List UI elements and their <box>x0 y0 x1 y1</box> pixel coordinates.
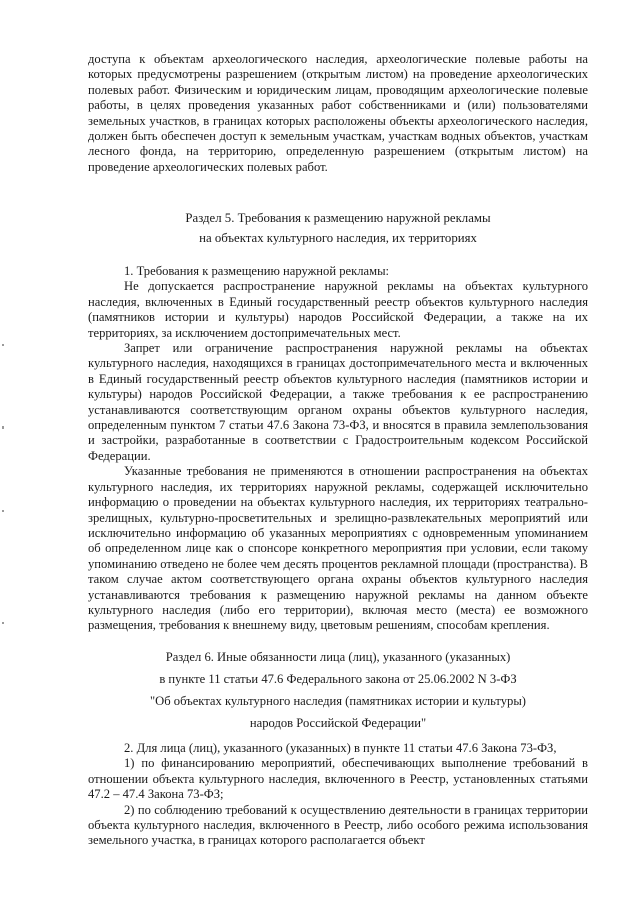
section-title-line: "Об объектах культурного наследия (памятниках истории и культуры) <box>150 694 526 708</box>
section-title-line: Раздел 5. Требования к размещению наружной рекламы <box>185 211 491 225</box>
body-paragraph: Запрет или ограничение распространения наружной рекламы на объектах культурного наследия, находящихся в границах достопримечательного места и включенных в Единый государственный реестр объектов культурного наследия (памятников истории и культуры) народов Российской Федерации, а также требования к ее распространению устанавливаются соответствующим органом охраны объектов культурного наследия, определенным пунктом 7 статьи 47.6 Закона 73-ФЗ, и вносятся в правила землепользования и застройки, разработанные в соответствии с Градостроительным кодексом Российской Федерации. <box>88 341 588 463</box>
body-paragraph: Не допускается распространение наружной рекламы на объектах культурного наследия, включенных в Единый государственный реестр объектов культурного наследия (памятников истории и культуры) народов Российской Федерации, а также на их территориях, за исключением достопримечательных мест. <box>88 279 588 340</box>
section-title-line: на объектах культурного наследия, их территориях <box>199 231 477 245</box>
section-6-body <box>88 741 588 849</box>
section-title-line: Раздел 6. Иные обязанности лица (лиц), указанного (указанных) <box>165 650 511 664</box>
top-paragraph-block <box>88 52 588 175</box>
section-5-body <box>88 264 588 634</box>
section-title-line: в пункте 11 статьи 47.6 Федерального закона от 25.06.2002 N 3-ФЗ <box>159 672 517 686</box>
scan-speck <box>2 344 4 346</box>
list-item-heading: 2. Для лица (лиц), указанного (указанных) в пункте 11 статьи 47.6 Закона 73-ФЗ, <box>124 741 557 755</box>
scan-speck <box>2 510 4 512</box>
scan-speck <box>2 426 4 429</box>
body-paragraph: 2) по соблюдению требований к осуществлению деятельности в границах территории объекта культурного наследия, включенного в Реестр, либо особого режима использования земельного участка, в границах которого располагается объект <box>88 802 588 848</box>
list-item-heading: 1. Требования к размещению наружной рекламы: <box>124 264 390 278</box>
body-paragraph: 1) по финансированию мероприятий, обеспечивающих выполнение требований в отношении объекта культурного наследия, включенного в Реестр, установленных статьями 47.2 – 47.4 Закона 73-ФЗ; <box>88 756 588 802</box>
scan-speck <box>2 622 4 624</box>
section-5-heading <box>88 208 588 248</box>
body-paragraph: доступа к объектам археологического наследия, археологические полевые работы на которых предусмотрены разрешением (открытым листом) на проведение археологических полевых работ. Физическим и юридическим лицам, проводящим археологические полевые работы, в целях проведения указанных работ собственниками и (или) пользователями земельных участков, в границах которых расположены объекты археологического наследия, должен быть обеспечен доступ к земельным участкам, участкам водных объектов, участкам лесного фонда, на территорию, определенную разрешением (открытым листом) на проведение археологических полевых работ. <box>88 52 588 174</box>
section-title-line: народов Российской Федерации" <box>249 716 427 730</box>
section-6-heading <box>88 646 588 734</box>
body-paragraph: Указанные требования не применяются в отношении распространения на объектах культурного наследия, их территориях наружной рекламы, содержащей исключительно информацию о проведении на объектах культурного наследия, их территориях театрально-зрелищных, культурно-просветительных и зрелищно-развлекательных мероприятий или исключительно информацию об указанных мероприятиях с одновременным упоминанием об определенном лице как о спонсоре конкретного мероприятия при условии, если такому упоминанию отведено не более чем десять процентов рекламной площади (пространства). В таком случае актом соответствующего органа охраны объектов культурного наследия устанавливаются требования к размещению наружной рекламы на данном объекте культурного наследия (либо его территории), включая место (места) ее возможного размещения, требования к внешнему виду, цветовым решениям, способам крепления. <box>88 464 588 633</box>
